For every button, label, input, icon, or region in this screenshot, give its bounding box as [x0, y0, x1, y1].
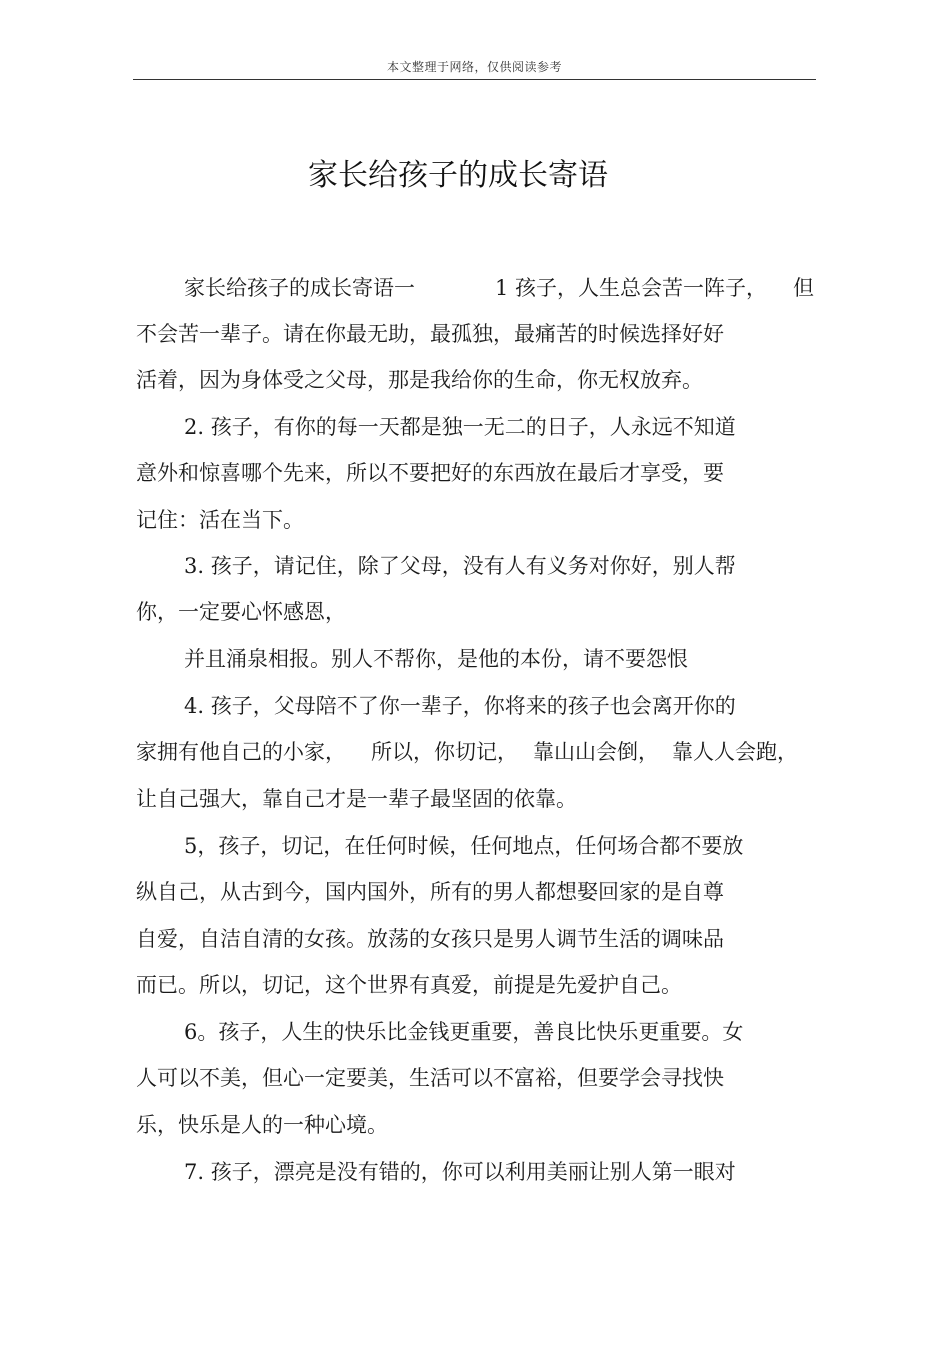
body-line: 但 — [793, 276, 814, 300]
body-line: 人可以不美，但心一定要美，生活可以不富裕，但要学会寻找快 — [136, 1066, 724, 1090]
page-header: 本文整理于网络，仅供阅读参考 — [386, 60, 562, 74]
body-line: 5，孩子，切记，在任何时候，任何地点，任何场合都不要放 — [184, 834, 744, 858]
body-line: 不会苦一辈子。请在你最无助，最孤独，最痛苦的时候选择好好 — [136, 322, 724, 346]
body-line: 纵自己，从古到今，国内国外，所有的男人都想娶回家的是自尊 — [136, 880, 724, 904]
body-line: 靠人人会跑， — [672, 740, 798, 764]
body-line: 而已。所以，切记，这个世界有真爱，前提是先爱护自己。 — [136, 973, 682, 997]
body-line: 乐，快乐是人的一种心境。 — [136, 1113, 388, 1137]
body-line: 7. 孩子，漂亮是没有错的，你可以利用美丽让别人第一眼对 — [184, 1160, 736, 1184]
body-line: 活着，因为身体受之父母，那是我给你的生命，你无权放弃。 — [136, 368, 703, 392]
body-line: 家拥有他自己的小家， — [136, 740, 346, 764]
document-title: 家长给孩子的成长寄语 — [308, 158, 608, 193]
body-line: 2. 孩子，有你的每一天都是独一无二的日子，人永远不知道 — [184, 415, 736, 439]
body-line: 4. 孩子，父母陪不了你一辈子，你将来的孩子也会离开你的 — [184, 694, 736, 718]
body-line: 1 孩子，人生总会苦一阵子， — [495, 276, 768, 300]
body-line: 你，一定要心怀感恩， — [136, 600, 346, 624]
body-line: 记住：活在当下。 — [136, 508, 304, 532]
body-line: 靠山山会倒， — [533, 740, 659, 764]
header-divider — [133, 79, 816, 80]
body-line: 意外和惊喜哪个先来，所以不要把好的东西放在最后才享受，要 — [136, 461, 724, 485]
body-line: 3. 孩子，请记住，除了父母，没有人有义务对你好，别人帮 — [184, 554, 736, 578]
body-line: 所以，你切记， — [371, 740, 518, 764]
body-line: 6。孩子，人生的快乐比金钱更重要，善良比快乐更重要。女 — [184, 1020, 744, 1044]
body-line: 自爱，自洁自清的女孩。放荡的女孩只是男人调节生活的调味品 — [136, 927, 724, 951]
body-line: 家长给孩子的成长寄语一 — [184, 276, 415, 300]
body-line: 让自己强大，靠自己才是一辈子最坚固的依靠。 — [136, 787, 577, 811]
body-line: 并且涌泉相报。别人不帮你，是他的本份，请不要怨恨 — [184, 647, 688, 671]
